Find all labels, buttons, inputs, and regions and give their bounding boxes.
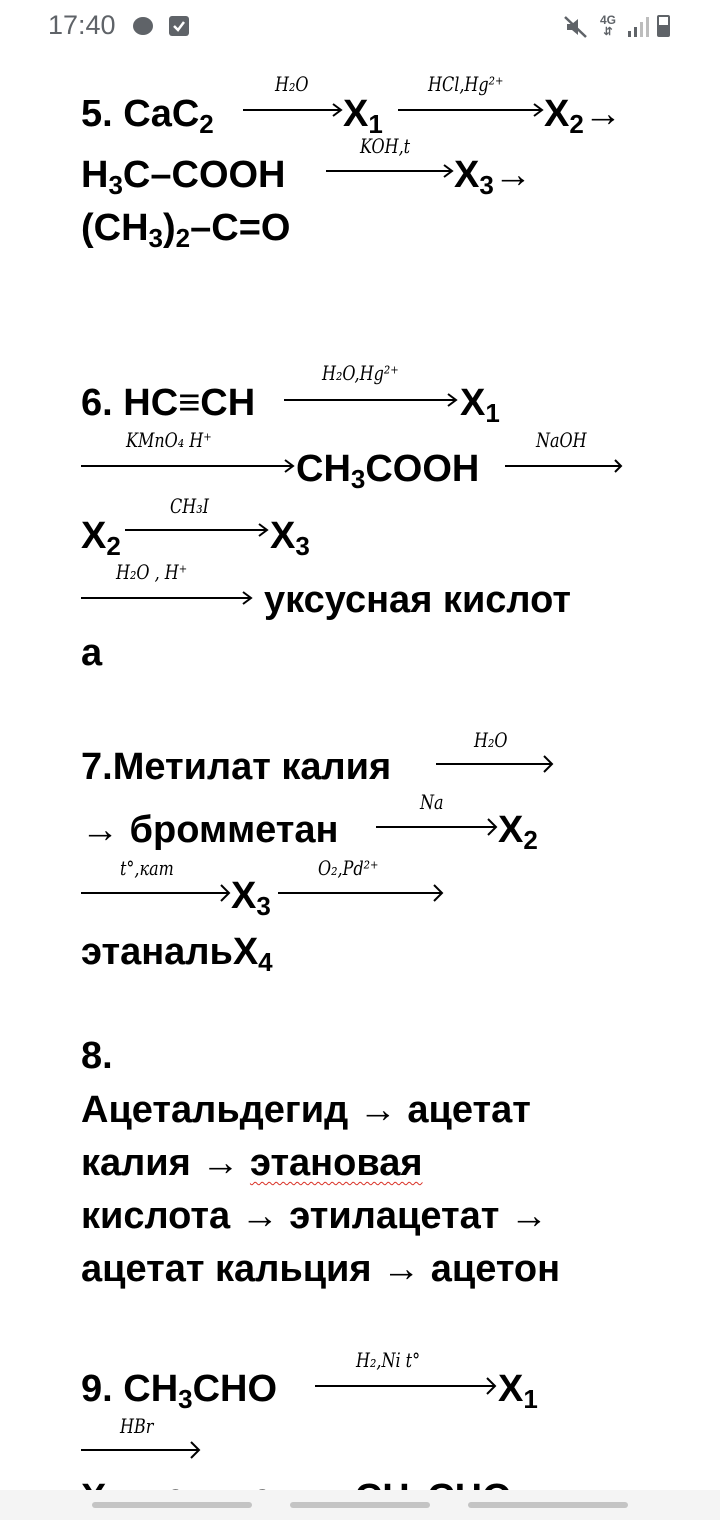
subscript: 3	[350, 464, 366, 494]
text: –C=O	[190, 207, 291, 249]
status-time: 17:40	[48, 10, 116, 40]
text: X	[343, 93, 369, 135]
nav-home-button[interactable]	[290, 1502, 430, 1508]
task-8-line-3	[81, 1141, 423, 1185]
text: X	[270, 515, 296, 557]
subscript: 4	[258, 947, 273, 977]
arrow-label: t°,кат	[120, 856, 174, 880]
subscript: 3	[295, 531, 310, 561]
text: X	[81, 515, 107, 557]
spellcheck-underlined-word[interactable]: этановая	[249, 1142, 423, 1184]
subscript: 2	[199, 109, 214, 139]
arrow-label: Na	[420, 790, 444, 814]
subscript: 1	[523, 1384, 538, 1414]
arrow-label: NaOH	[536, 428, 587, 452]
subscript: 2	[523, 825, 538, 855]
task-7-line-1: 7.Метилат калия	[81, 746, 392, 788]
text: (CH	[81, 207, 149, 249]
task-5-x3	[454, 153, 532, 200]
text: CHO	[192, 1368, 278, 1410]
arrow-label: H₂O , H⁺	[116, 560, 188, 584]
text: 9. CH	[81, 1368, 179, 1410]
arrow-label: H₂O	[275, 72, 309, 96]
subscript: 3	[256, 891, 271, 921]
nav-recent-button[interactable]	[92, 1502, 252, 1508]
text: 5. CaC	[81, 93, 200, 135]
network-label: 4G	[599, 13, 616, 27]
text: COOH	[365, 448, 480, 490]
subscript: 2	[175, 223, 191, 253]
text: →	[493, 154, 532, 196]
task-5-x2	[544, 92, 622, 139]
task-7-x3	[231, 874, 271, 921]
nav-back-button[interactable]	[468, 1502, 628, 1508]
task-6-x1	[460, 381, 500, 428]
task-9-x1	[498, 1367, 538, 1414]
subscript: 1	[485, 398, 500, 428]
subscript: 3	[479, 170, 494, 200]
arrow-label: O₂,Pd²⁺	[318, 856, 379, 880]
text: →	[583, 93, 622, 135]
arrow-label: KOH,t	[360, 134, 411, 158]
task-5-line-1	[81, 92, 214, 139]
navigation-bar	[0, 1490, 720, 1520]
text: )	[163, 207, 176, 249]
text: X	[544, 93, 570, 135]
subscript: 2	[569, 109, 584, 139]
task-8-line-2: Ацетальдегид → ацетат	[81, 1089, 531, 1131]
task-7-x2	[498, 808, 538, 855]
task-7-line-4	[81, 930, 273, 977]
arrow-label: CH₃I	[170, 494, 209, 518]
task-6-line-4: уксусная кислот	[264, 579, 571, 621]
task-6-x3	[270, 514, 310, 561]
subscript: 3	[108, 170, 123, 200]
text: C–COOH	[122, 154, 286, 196]
arrow-label: KMnO₄ H⁺	[126, 428, 212, 452]
task-9-line-1	[81, 1367, 278, 1414]
arrow-label: H₂,Ni t°	[356, 1348, 421, 1372]
arrow-label: H₂O	[474, 728, 508, 752]
text: CH	[296, 448, 351, 490]
text: этанальX	[81, 931, 259, 973]
subscript: 1	[368, 109, 383, 139]
text: X	[460, 382, 486, 424]
task-6-line-2	[296, 447, 480, 494]
task-5-line-3	[81, 206, 291, 253]
arrow-label: HCl,Hg²⁺	[428, 72, 504, 96]
task-5-line-2	[81, 153, 286, 200]
task-6-line-1: 6. HC≡CH	[81, 382, 256, 424]
subscript: 3	[148, 223, 164, 253]
text: X	[454, 154, 480, 196]
text: H	[81, 154, 109, 196]
text: X	[231, 875, 257, 917]
arrow-label: HBr	[120, 1414, 154, 1438]
subscript: 2	[106, 531, 121, 561]
task-7-line-2: → бромметан	[81, 809, 339, 851]
task-6-line-5: а	[81, 632, 103, 674]
task-8-line-5: ацетат кальция → ацетон	[81, 1248, 561, 1290]
text: калия →	[81, 1142, 250, 1184]
task-8-line-4: кислота → этилацетат →	[81, 1195, 548, 1237]
arrow-label: H₂O,Hg²⁺	[322, 361, 399, 385]
text: X	[498, 809, 524, 851]
task-6-x2	[81, 514, 121, 561]
task-8-number: 8.	[81, 1035, 113, 1077]
task-5-x1	[343, 92, 383, 139]
network-4g-icon: 4G ⇵	[599, 13, 616, 38]
text: X	[498, 1368, 524, 1410]
subscript: 3	[178, 1384, 193, 1414]
